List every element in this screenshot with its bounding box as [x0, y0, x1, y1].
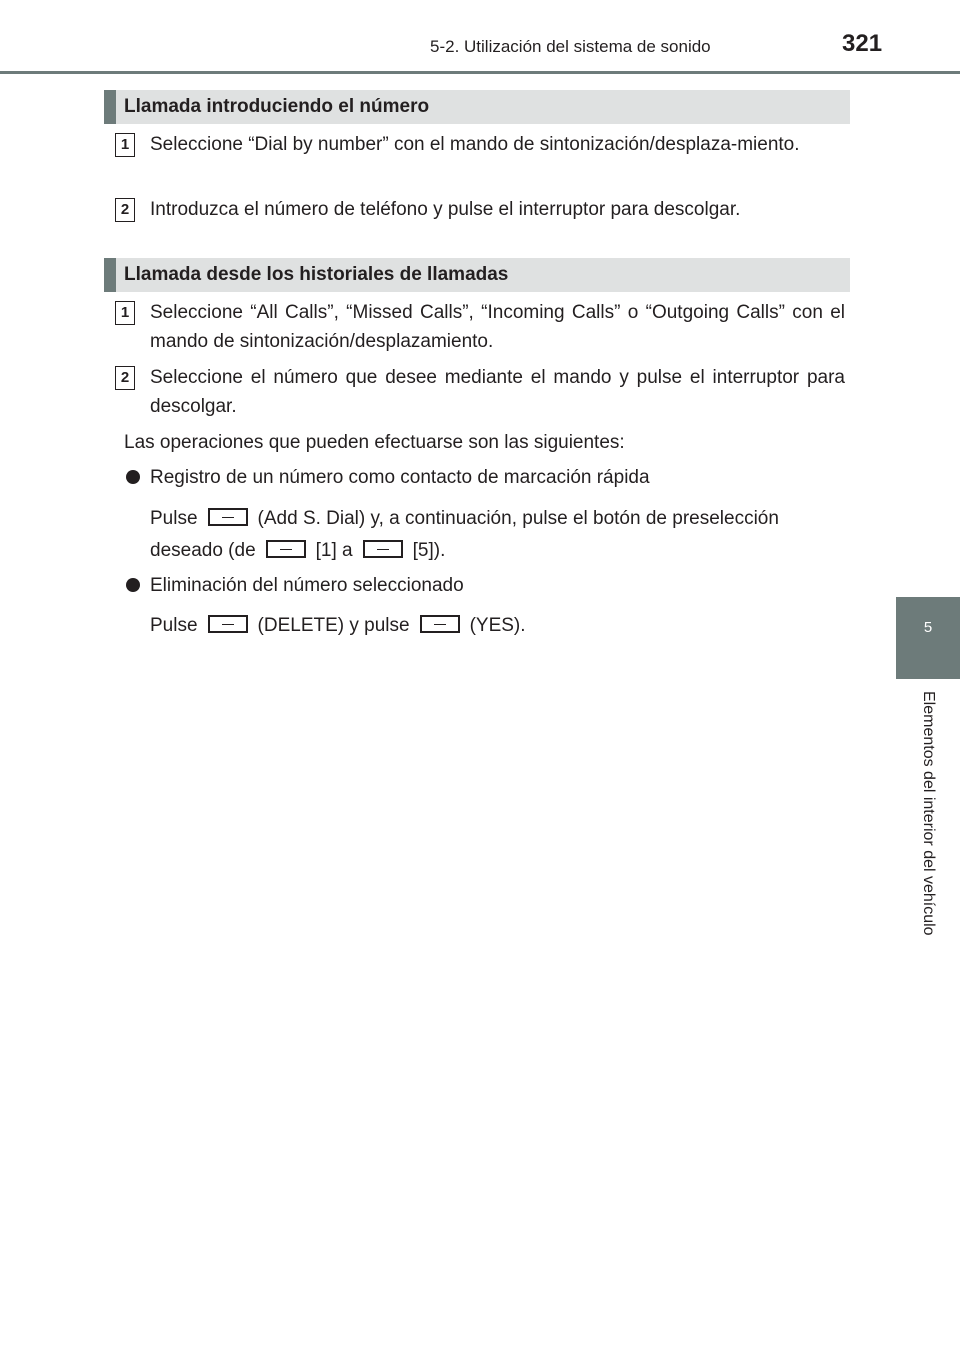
instruction-line	[150, 536, 445, 565]
step-number: 2	[115, 366, 135, 390]
section-title: Llamada introduciendo el número	[124, 96, 430, 117]
bullet-title: Registro de un número como contacto de marcación rápida	[150, 467, 650, 488]
button-icon	[208, 508, 248, 526]
page-header	[0, 0, 960, 80]
section-heading	[104, 258, 850, 292]
instruction-text: (Add S. Dial) y, a continuación, pulse el botón de preselección	[257, 508, 779, 529]
instruction-text: deseado (de	[150, 540, 256, 561]
step-text: Seleccione “All Calls”, “Missed Calls”, “Incoming Calls” o “Outgoing Calls” con el mando de sintonización/desplazamiento.	[150, 302, 845, 352]
instruction-text: (DELETE) y pulse	[257, 615, 410, 636]
bullet-icon	[126, 578, 140, 592]
step-text: Seleccione “Dial by number” con el mando de sintonización/desplaza-miento.	[150, 134, 800, 155]
step-number: 2	[115, 198, 135, 222]
chapter-title: Elementos del interior del vehículo	[920, 691, 937, 936]
page-number: 321	[842, 30, 883, 57]
chapter-tab	[896, 597, 960, 679]
instruction-line	[150, 504, 779, 533]
step-number: 1	[115, 301, 135, 325]
section-accent	[104, 90, 116, 124]
button-icon	[363, 540, 403, 558]
step-text: Seleccione el número que desee mediante el mando y pulse el interruptor para descolgar.	[150, 367, 845, 417]
button-icon	[208, 615, 248, 633]
instruction-text: [1] a	[315, 540, 353, 561]
chapter-title-tab	[896, 679, 960, 951]
step-number: 1	[115, 133, 135, 157]
header-section-title: 5-2. Utilización del sistema de sonido	[430, 37, 711, 56]
instruction-text: Pulse	[150, 615, 198, 636]
button-icon	[266, 540, 306, 558]
section-accent	[104, 258, 116, 292]
bullet-icon	[126, 470, 140, 484]
operations-intro: Las operaciones que pueden efectuarse son las siguientes:	[124, 432, 625, 453]
section-heading	[104, 90, 850, 124]
instruction-text: [5]).	[412, 540, 446, 561]
section-title: Llamada desde los historiales de llamadas	[124, 264, 509, 285]
chapter-number: 5	[923, 619, 933, 636]
instruction-text: (YES).	[469, 615, 526, 636]
button-icon	[420, 615, 460, 633]
step-text: Introduzca el número de teléfono y pulse el interruptor para descolgar.	[150, 199, 741, 220]
header-divider	[0, 71, 960, 74]
instruction-line	[150, 611, 526, 640]
bullet-title: Eliminación del número seleccionado	[150, 575, 464, 596]
instruction-text: Pulse	[150, 508, 198, 529]
